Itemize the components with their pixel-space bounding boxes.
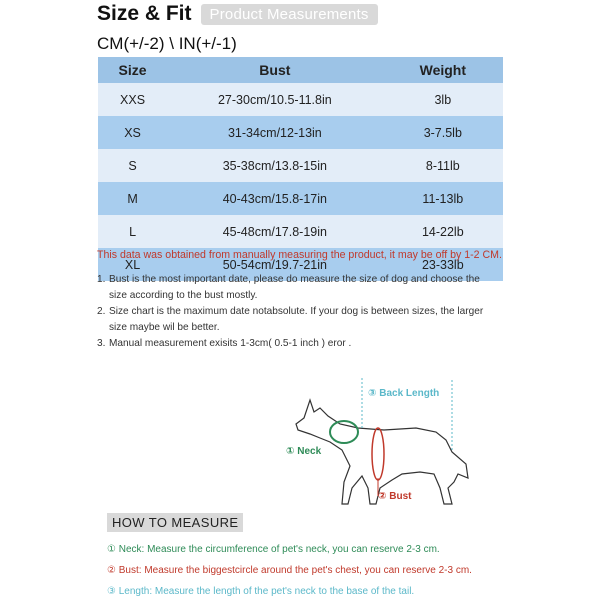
table-row [98, 116, 503, 149]
note-text: Bust is the most important date, please do measure the size of dog and choose the [109, 274, 480, 285]
bust-number: ② [378, 491, 387, 502]
column-header-bust: Bust [167, 57, 383, 83]
weight-cell: 8-11lb [383, 149, 503, 182]
table-row [98, 149, 503, 182]
weight-cell: 14-22lb [383, 215, 503, 248]
bust-cell: 31-34cm/12-13in [167, 116, 383, 149]
neck-number: ① [286, 446, 295, 457]
accuracy-note: This data was obtained from manually measuring the product, it may be off by 1-2 CM. [97, 249, 502, 261]
bust-label [378, 491, 411, 502]
column-header-size: Size [98, 57, 167, 83]
dog-outline [296, 400, 468, 504]
product-measurements-badge: Product Measurements [201, 4, 378, 25]
note-text-continued: size according to the bust mostly. [109, 289, 258, 301]
back-length-number: ③ [368, 388, 377, 399]
size-cell: XS [98, 116, 167, 149]
table-row [98, 182, 503, 215]
note-text: Manual measurement exisits 1-3cm( 0.5-1 inch ) eror . [109, 338, 352, 349]
size-cell: S [98, 149, 167, 182]
table-row [98, 215, 503, 248]
neck-step [107, 544, 440, 555]
bust-text: Bust [389, 491, 412, 502]
step-number: ③ [107, 586, 116, 597]
step-number: ② [107, 565, 116, 576]
size-table [98, 57, 503, 281]
how-to-measure-heading: HOW TO MEASURE [107, 513, 243, 532]
neck-label [286, 446, 321, 457]
note-item [97, 304, 509, 335]
size-cell: XL [98, 248, 167, 281]
table-row [98, 83, 503, 116]
dog-measurement-diagram [280, 378, 480, 518]
table-header-row [98, 57, 503, 83]
title-row [97, 2, 378, 26]
weight-cell: 23-33lb [383, 248, 503, 281]
note-text: Size chart is the maximum date notabsolute. If your dog is between sizes, the larger [109, 306, 484, 317]
column-header-weight: Weight [383, 57, 503, 83]
weight-cell: 3lb [383, 83, 503, 116]
note-number: 3. [97, 338, 106, 349]
note-item [97, 336, 509, 352]
bust-ring [372, 428, 384, 480]
note-number: 1. [97, 274, 106, 285]
step-text: Neck: Measure the circumference of pet's neck, you can reserve 2-3 cm. [118, 544, 440, 555]
step-number: ① [107, 544, 116, 555]
weight-cell: 3-7.5lb [383, 116, 503, 149]
bust-step [107, 565, 472, 576]
bust-cell: 27-30cm/10.5-11.8in [167, 83, 383, 116]
measurement-notes [97, 272, 509, 353]
bust-cell: 50-54cm/19.7-21in [167, 248, 383, 281]
size-cell: L [98, 215, 167, 248]
bust-cell: 35-38cm/13.8-15in [167, 149, 383, 182]
back-length-label [368, 388, 439, 399]
step-text: Length: Measure the length of the pet's neck to the base of the tail. [118, 586, 415, 597]
size-cell: XXS [98, 83, 167, 116]
bust-cell: 45-48cm/17.8-19in [167, 215, 383, 248]
units-label: CM(+/-2) \ IN(+/-1) [97, 34, 237, 53]
note-text-continued: size maybe wil be better. [109, 321, 220, 333]
bust-cell: 40-43cm/15.8-17in [167, 182, 383, 215]
size-cell: M [98, 182, 167, 215]
note-number: 2. [97, 306, 106, 317]
step-text: Bust: Measure the biggestcircle around the pet's chest, you can reserve 2-3 cm. [118, 565, 472, 576]
back-length-text: Back Length [379, 388, 440, 399]
length-step [107, 586, 414, 597]
note-item [97, 272, 509, 303]
neck-text: Neck [297, 446, 322, 457]
page-title: Size & Fit [97, 2, 192, 25]
weight-cell: 11-13lb [383, 182, 503, 215]
